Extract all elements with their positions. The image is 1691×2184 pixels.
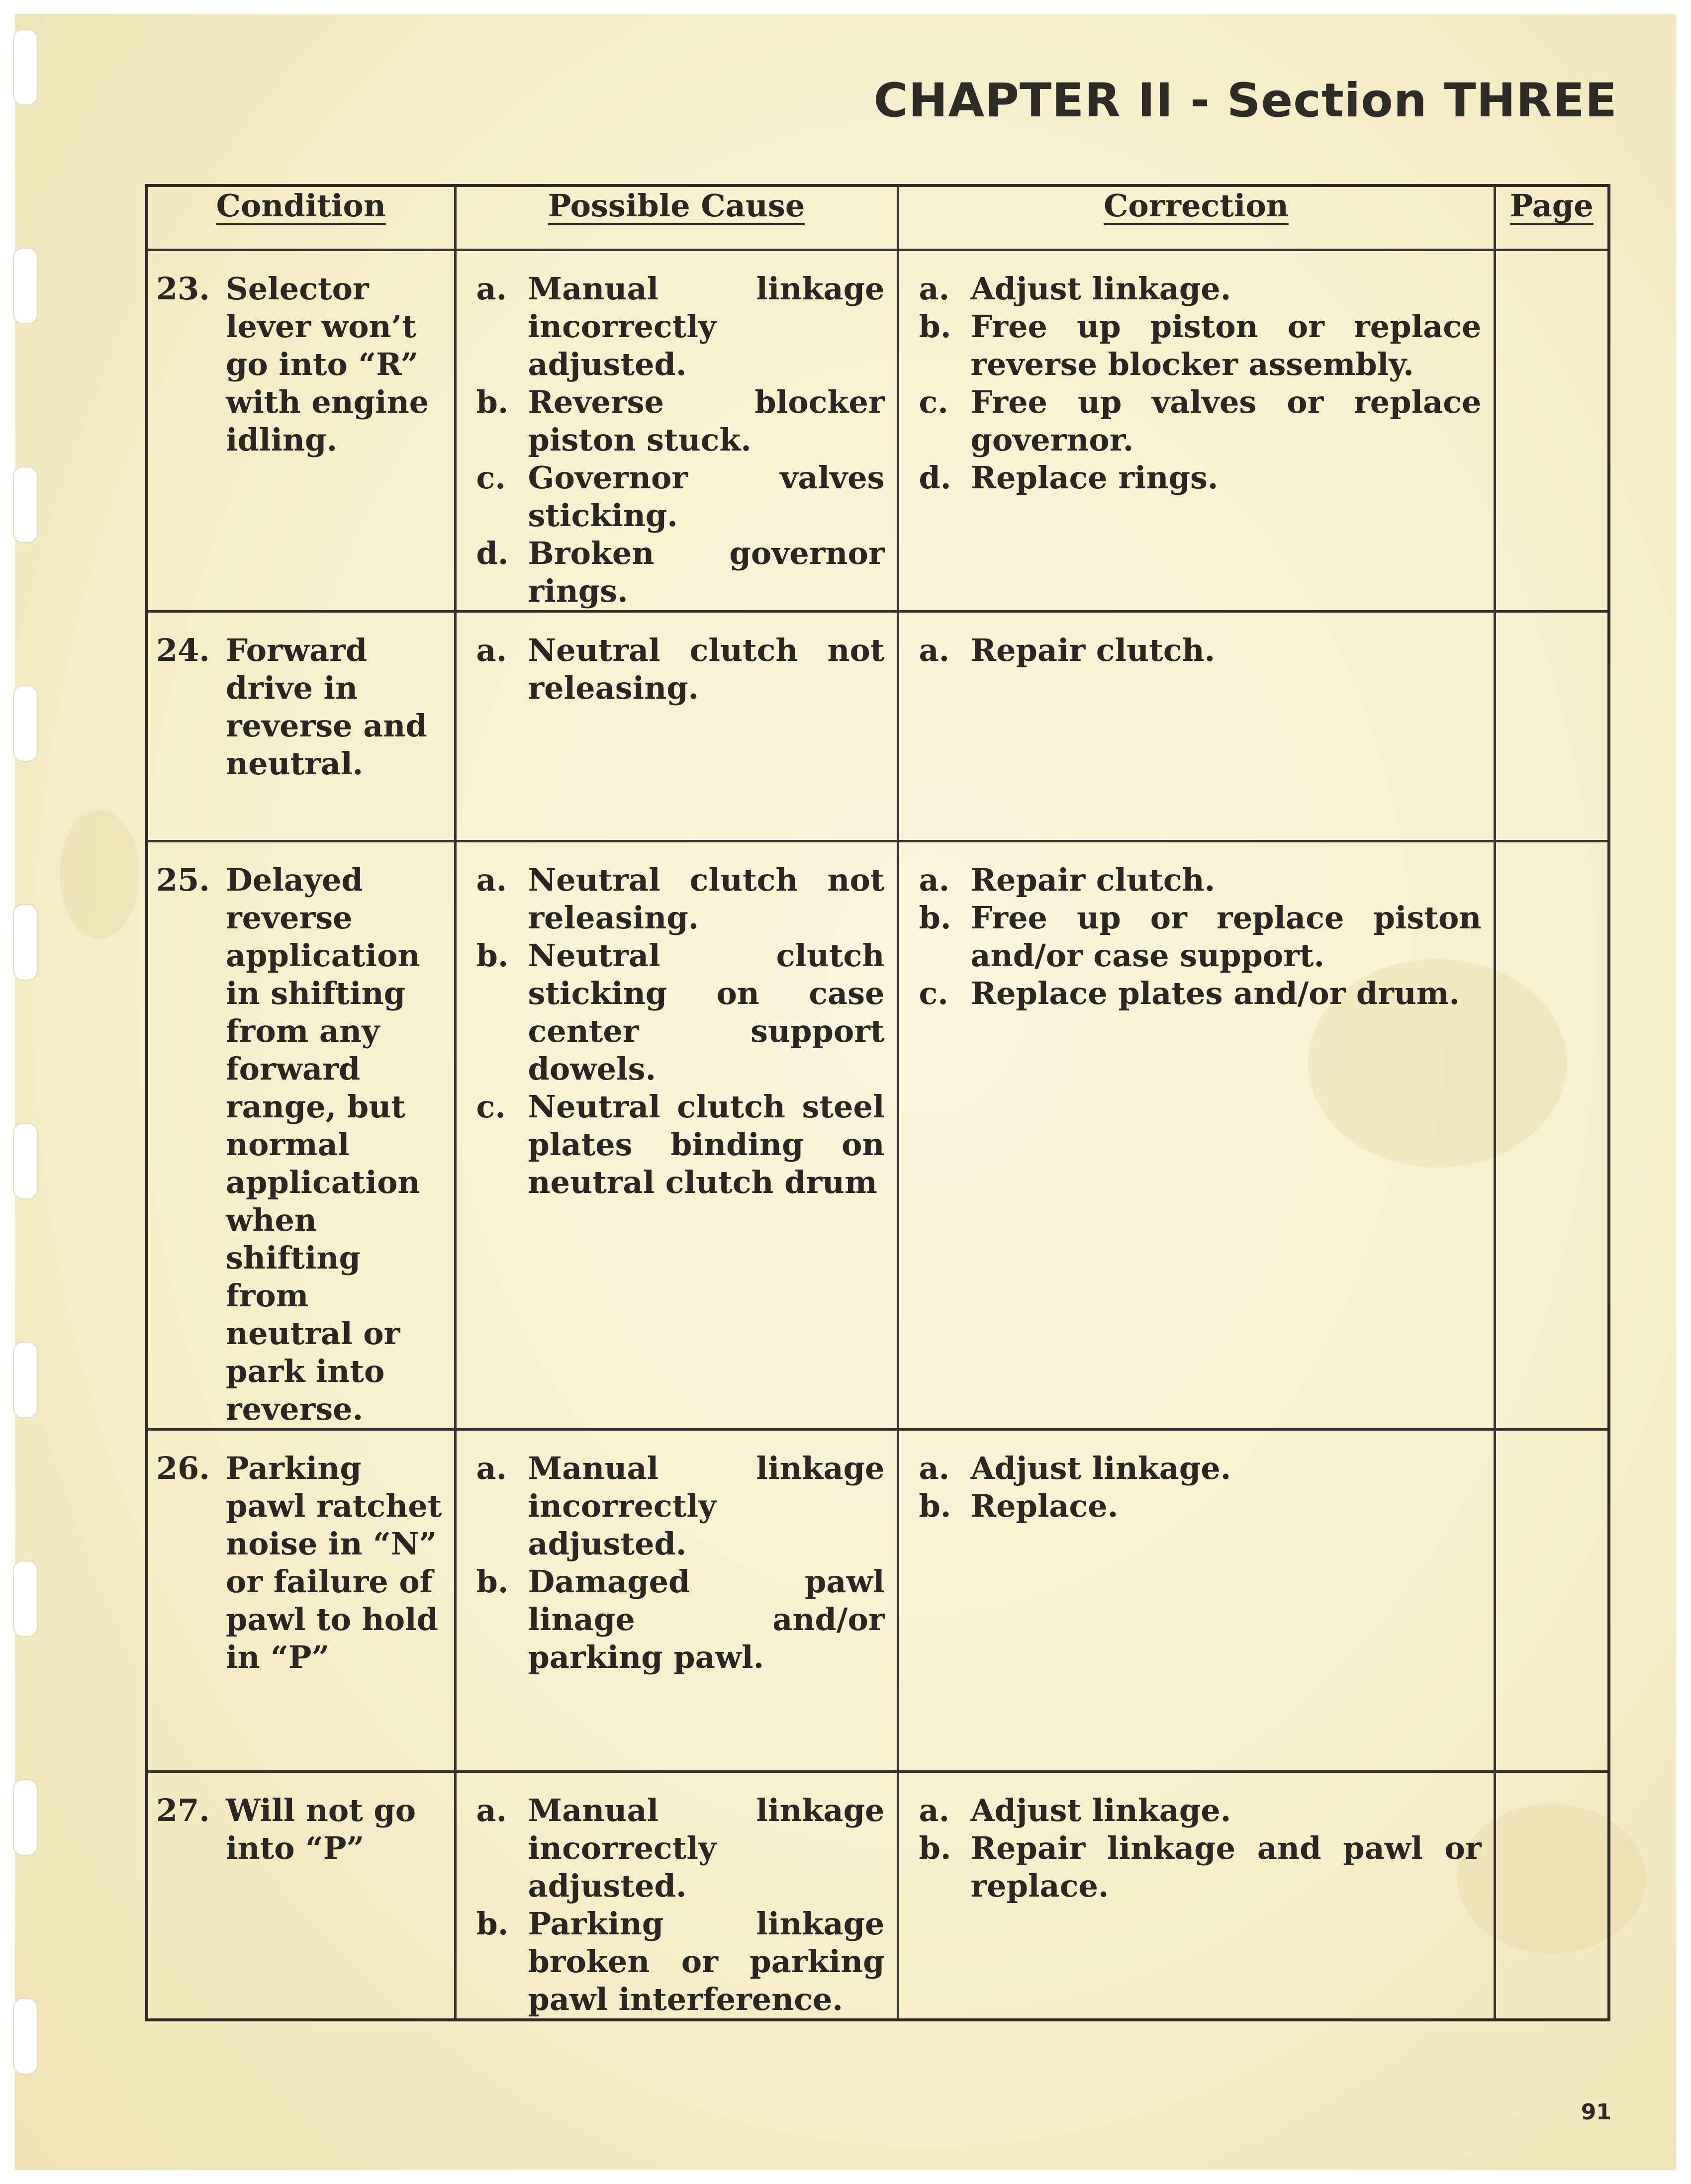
condition-number: 24. bbox=[156, 632, 210, 668]
possible-cause-item bbox=[476, 937, 885, 1088]
table-row bbox=[147, 1772, 1609, 2020]
item-text: Repair linkage and pawl or replace. bbox=[970, 1830, 1482, 1904]
punch-hole bbox=[13, 1123, 38, 1199]
item-letter: a. bbox=[919, 1792, 950, 1828]
item-text: Repair clutch. bbox=[970, 862, 1216, 898]
condition-cell bbox=[147, 1772, 455, 2020]
possible-cause-item bbox=[476, 535, 885, 610]
item-text: Free up piston or replace reverse blocker assembly. bbox=[970, 308, 1482, 382]
possible-cause-item bbox=[476, 1088, 885, 1201]
item-letter: a. bbox=[476, 1450, 507, 1486]
item-letter: b. bbox=[919, 308, 951, 345]
item-letter: a. bbox=[476, 862, 507, 898]
punch-hole bbox=[13, 1342, 38, 1418]
item-letter: d. bbox=[476, 535, 509, 571]
punch-hole bbox=[13, 1998, 38, 2075]
correction-cell bbox=[898, 612, 1495, 841]
page-reference-cell bbox=[1495, 841, 1609, 1430]
column-header-correction: Correction bbox=[898, 185, 1495, 250]
correction-item bbox=[919, 1487, 1482, 1525]
item-letter: b. bbox=[919, 1830, 951, 1866]
correction-cell bbox=[898, 841, 1495, 1430]
column-header-condition: Condition bbox=[147, 185, 455, 250]
item-text: Repair clutch. bbox=[970, 632, 1216, 668]
correction-cell bbox=[898, 250, 1495, 612]
column-header-page: Page bbox=[1495, 185, 1609, 250]
item-letter: a. bbox=[919, 271, 950, 307]
item-letter: b. bbox=[919, 1488, 951, 1524]
page-reference-cell bbox=[1495, 612, 1609, 841]
item-text: Neutral clutch not releasing. bbox=[528, 632, 885, 706]
punch-hole bbox=[13, 1779, 38, 1856]
correction-item bbox=[919, 975, 1482, 1012]
item-text: Parking linkage broken or parking pawl interference. bbox=[528, 1906, 885, 2017]
item-text: Manual linkage incorrectly adjusted. bbox=[528, 1792, 885, 1904]
condition-cell bbox=[147, 250, 455, 612]
possible-cause-cell bbox=[455, 1772, 898, 2020]
correction-item bbox=[919, 459, 1482, 497]
correction-item bbox=[919, 632, 1482, 669]
item-letter: a. bbox=[476, 271, 507, 307]
correction-item bbox=[919, 383, 1482, 459]
item-letter: d. bbox=[919, 459, 951, 496]
column-header-possible-cause: Possible Cause bbox=[455, 185, 898, 250]
page-reference-cell bbox=[1495, 1430, 1609, 1772]
item-letter: b. bbox=[919, 900, 951, 936]
table-row bbox=[147, 612, 1609, 841]
possible-cause-cell bbox=[455, 841, 898, 1430]
punch-hole bbox=[13, 29, 38, 105]
possible-cause-item bbox=[476, 1563, 885, 1676]
condition-number: 25. bbox=[156, 862, 210, 898]
item-letter: a. bbox=[919, 1450, 950, 1486]
condition-cell bbox=[147, 612, 455, 841]
condition-text: Parking pawl ratchet noise in “N” or failure of pawl to hold in “P” bbox=[226, 1450, 442, 1675]
page-number: 91 bbox=[1581, 2099, 1611, 2125]
chapter-heading: CHAPTER II - Section THREE bbox=[873, 74, 1617, 128]
correction-item bbox=[919, 1450, 1482, 1487]
item-text: Governor valves sticking. bbox=[528, 459, 885, 534]
item-text: Manual linkage incorrectly adjusted. bbox=[528, 271, 885, 382]
punch-hole bbox=[13, 685, 38, 762]
item-text: Neutral clutch sticking on case center support dowels. bbox=[528, 937, 885, 1087]
troubleshooting-table bbox=[145, 184, 1610, 2021]
item-text: Reverse blocker piston stuck. bbox=[528, 384, 885, 458]
item-letter: a. bbox=[476, 632, 507, 668]
correction-item bbox=[919, 899, 1482, 975]
condition-number: 23. bbox=[156, 271, 210, 307]
item-text: Free up or replace piston and/or case support. bbox=[970, 900, 1482, 974]
possible-cause-item bbox=[476, 1450, 885, 1563]
possible-cause-item bbox=[476, 383, 885, 459]
correction-item bbox=[919, 270, 1482, 308]
condition-text: Forward drive in reverse and neutral. bbox=[226, 632, 427, 782]
item-letter: a. bbox=[919, 632, 950, 668]
possible-cause-item bbox=[476, 459, 885, 535]
item-letter: c. bbox=[476, 459, 506, 496]
correction-item bbox=[919, 861, 1482, 899]
table-row bbox=[147, 1430, 1609, 1772]
item-text: Replace. bbox=[970, 1488, 1119, 1524]
punch-hole bbox=[13, 466, 38, 543]
item-text: Manual linkage incorrectly adjusted. bbox=[528, 1450, 885, 1562]
item-letter: b. bbox=[476, 384, 509, 420]
condition-text: Will not go into “P” bbox=[226, 1792, 416, 1866]
item-letter: b. bbox=[476, 1906, 509, 1942]
correction-cell bbox=[898, 1430, 1495, 1772]
punch-hole bbox=[13, 248, 38, 324]
item-letter: c. bbox=[476, 1089, 506, 1125]
punch-hole bbox=[13, 1560, 38, 1637]
possible-cause-cell bbox=[455, 612, 898, 841]
condition-number: 27. bbox=[156, 1792, 210, 1828]
possible-cause-cell bbox=[455, 1430, 898, 1772]
item-letter: c. bbox=[919, 384, 948, 420]
paper-stain bbox=[60, 810, 139, 939]
condition-text: Selector lever won’t go into “R” with engine idling. bbox=[226, 271, 429, 458]
table-row bbox=[147, 250, 1609, 612]
possible-cause-item bbox=[476, 861, 885, 937]
punch-hole bbox=[13, 904, 38, 981]
correction-item bbox=[919, 308, 1482, 383]
item-text: Broken governor rings. bbox=[528, 535, 885, 609]
item-letter: c. bbox=[919, 975, 948, 1011]
item-text: Neutral clutch steel plates binding on neutral clutch drum bbox=[528, 1089, 885, 1200]
item-letter: b. bbox=[476, 937, 509, 974]
correction-item bbox=[919, 1829, 1482, 1905]
item-text: Damaged pawl linage and/or parking pawl. bbox=[528, 1563, 885, 1675]
page-reference-cell bbox=[1495, 1772, 1609, 2020]
condition-cell bbox=[147, 841, 455, 1430]
condition-number: 26. bbox=[156, 1450, 210, 1486]
item-letter: b. bbox=[476, 1563, 509, 1600]
item-text: Neutral clutch not releasing. bbox=[528, 862, 885, 936]
condition-cell bbox=[147, 1430, 455, 1772]
condition-text: Delayed reverse application in shifting from any forward range, but normal application when shifting from neutral or park into reverse. bbox=[226, 862, 420, 1427]
correction-item bbox=[919, 1792, 1482, 1829]
possible-cause-item bbox=[476, 1792, 885, 1905]
item-text: Replace rings. bbox=[970, 459, 1219, 496]
table-header-row bbox=[147, 185, 1609, 250]
item-text: Adjust linkage. bbox=[970, 271, 1231, 307]
page-reference-cell bbox=[1495, 250, 1609, 612]
item-text: Adjust linkage. bbox=[970, 1450, 1231, 1486]
correction-cell bbox=[898, 1772, 1495, 2020]
item-text: Adjust linkage. bbox=[970, 1792, 1231, 1828]
possible-cause-item bbox=[476, 632, 885, 707]
possible-cause-item bbox=[476, 270, 885, 383]
item-letter: a. bbox=[476, 1792, 507, 1828]
possible-cause-cell bbox=[455, 250, 898, 612]
item-text: Replace plates and/or drum. bbox=[970, 975, 1460, 1011]
item-text: Free up valves or replace governor. bbox=[970, 384, 1482, 458]
table-row bbox=[147, 841, 1609, 1430]
possible-cause-item bbox=[476, 1905, 885, 2018]
item-letter: a. bbox=[919, 862, 950, 898]
